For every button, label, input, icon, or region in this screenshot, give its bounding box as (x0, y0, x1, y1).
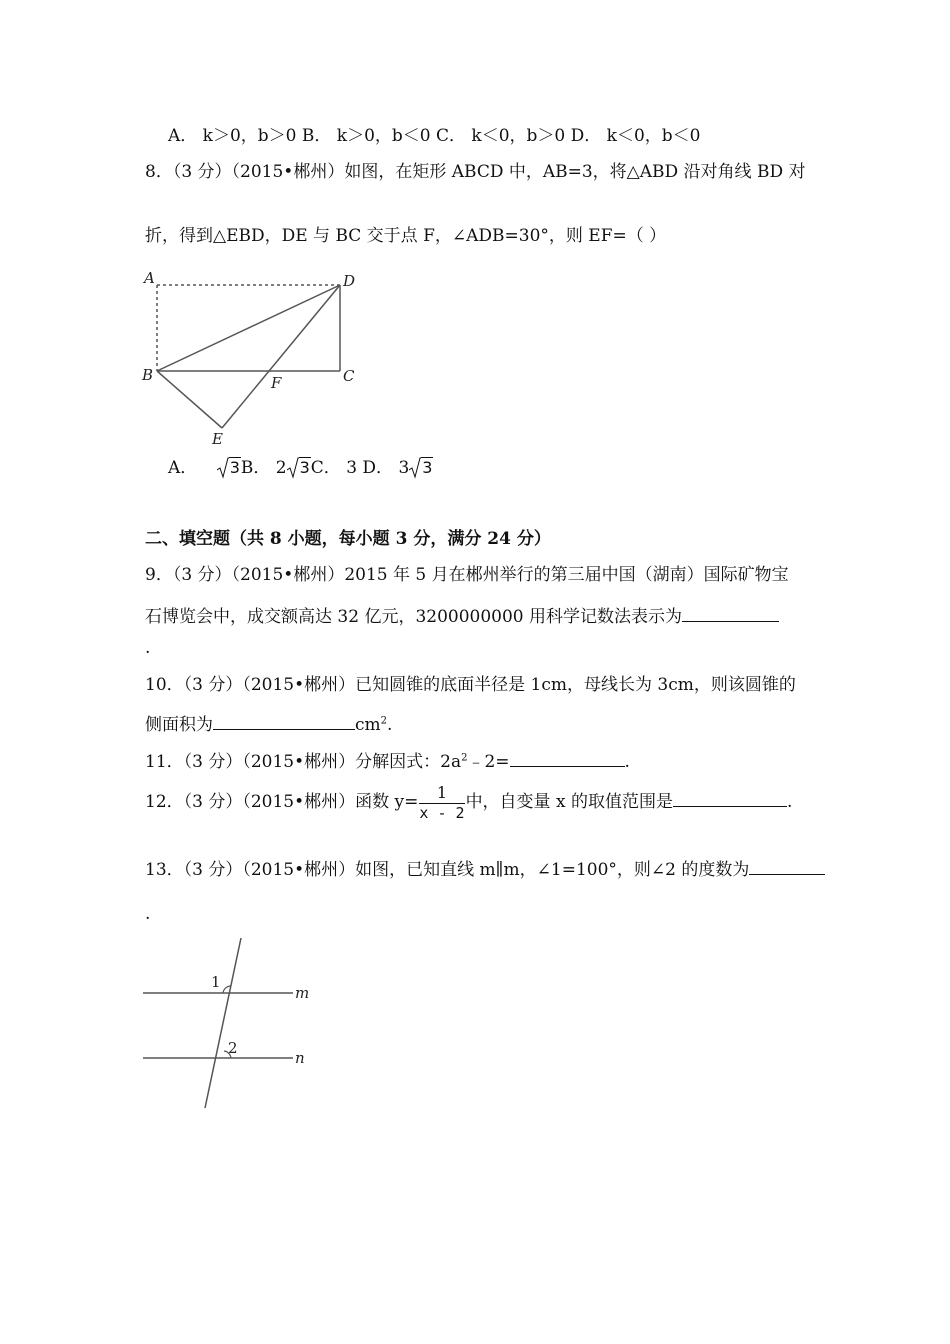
sqrt-symbol (217, 460, 241, 477)
q9-stem-line2 (145, 605, 779, 626)
q8-figure (135, 265, 365, 450)
q13-answer-blank[interactable] (749, 858, 825, 875)
q11-stem (145, 750, 630, 771)
q13-label-m: m (295, 984, 310, 1002)
q8-option-a-radicand: 3 (229, 458, 240, 477)
q9-answer-blank[interactable] (682, 605, 779, 622)
q8-segment-de (222, 285, 340, 428)
q10-prefix: 侧面积为 (145, 715, 213, 735)
q10-unit: cm (355, 715, 381, 735)
q12-stem (145, 784, 792, 821)
q10-answer-blank[interactable] (213, 713, 355, 730)
q10-stem-line1: 10．（3 分）（2015•郴州）已知圆锥的底面半径是 1cm，母线长为 3cm，则该圆锥的 (145, 675, 796, 695)
q11-prefix: 11．（3 分）（2015•郴州）分解因式：2a (145, 752, 462, 772)
q13-transversal (205, 938, 241, 1108)
q11-answer-blank[interactable] (510, 750, 625, 767)
q12-answer-blank[interactable] (673, 790, 787, 807)
q13-figure (135, 930, 325, 1115)
q11-end-period: . (624, 752, 630, 772)
q12-prefix: 12．（3 分）（2015•郴州）函数 y= (145, 792, 419, 813)
q11-middle: ﹣2= (467, 752, 510, 772)
q13-label-1: 1 (211, 973, 221, 991)
q13-stem-text: 13．（3 分）（2015•郴州）如图，已知直线 m∥m，∠1=100°，则∠2 的度数为 (145, 860, 750, 880)
q10-stem-line2 (145, 713, 392, 734)
sqrt-symbol (409, 460, 433, 477)
q9-end-period: . (145, 638, 151, 658)
q8-option-a-prefix: A． (168, 458, 198, 478)
q8-stem-line2: 折，得到△EBD，DE 与 BC 交于点 F，∠ADB=30°，则 EF=（ ） (145, 226, 667, 246)
q11-exponent: 2 (461, 752, 468, 764)
q13-label-n: n (295, 1049, 305, 1067)
q8-segment-be (157, 371, 222, 428)
q8-options (168, 460, 433, 477)
q8-label-a: A (144, 269, 155, 287)
q12-suffix: 中，自变量 x 的取值范围是 (465, 792, 673, 813)
q12-end-period: . (786, 792, 793, 813)
q13-label-2: 2 (228, 1039, 238, 1057)
q8-diagonal-bd (157, 285, 340, 371)
q12-fraction (419, 784, 464, 821)
q8-option-d-radicand: 3 (422, 458, 433, 477)
section2-title: 二、填空题（共 8 小题，每小题 3 分，满分 24 分） (145, 529, 551, 549)
q8-option-b-prefix: B． 2 (240, 458, 287, 478)
q8-label-f: F (271, 374, 282, 392)
q8-option-cd: C． 3 D． 3 (310, 458, 410, 478)
q8-stem-line1: 8．（3 分）（2015•郴州）如图，在矩形 ABCD 中，AB=3，将△ABD 沿对角线 BD 对 (145, 162, 806, 182)
q8-label-e: E (212, 430, 223, 448)
q12-denominator: x - 2 (419, 803, 465, 822)
q7-options: A． k＞0，b＞0 B． k＞0，b＜0 C． k＜0，b＞0 D． k＜0，b＜0 (168, 126, 701, 146)
q12-numerator: 1 (419, 784, 464, 804)
q8-label-d: D (343, 272, 356, 290)
q13-stem-line1 (145, 858, 825, 879)
q9-stem-line1: 9．（3 分）（2015•郴州）2015 年 5 月在郴州举行的第三届中国（湖南）国际矿物宝 (145, 565, 789, 585)
q10-unit-exponent: 2 (380, 715, 388, 727)
q8-label-b: B (142, 366, 154, 384)
sqrt-symbol (287, 460, 311, 477)
q9-stem-text: 石博览会中，成交额高达 32 亿元，3200000000 用科学记数法表示为 (145, 607, 683, 627)
q10-end-period: . (387, 715, 393, 735)
q8-option-b-radicand: 3 (299, 458, 310, 477)
q13-end-period: . (145, 904, 151, 924)
q8-label-c: C (343, 367, 355, 385)
